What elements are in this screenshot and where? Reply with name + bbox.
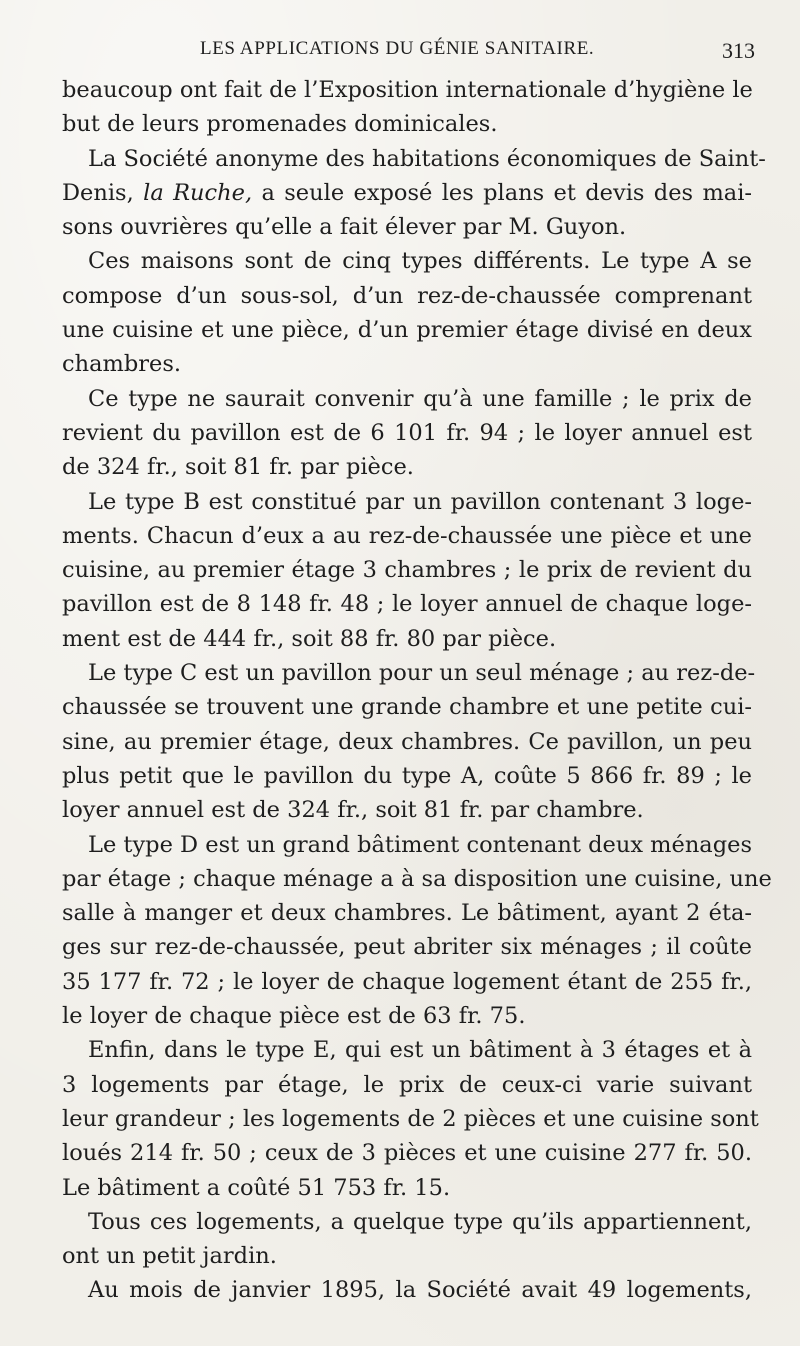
page-number: 313 bbox=[722, 38, 755, 63]
page-header bbox=[200, 38, 755, 68]
running-title: LES APPLICATIONS DU GÉNIE SANITAIRE. bbox=[200, 38, 595, 59]
text-line: Au mois de janvier 1895, la Société avait 49 logements, bbox=[88, 1277, 752, 1304]
text-line: beaucoup ont fait de l’Exposition internationale d’hygiène le bbox=[62, 77, 753, 103]
text-line: loyer annuel est de 324 fr., soit 81 fr. par chambre. bbox=[62, 797, 644, 824]
text-line: but de leurs promenades dominicales. bbox=[62, 111, 498, 138]
text-line: 35 177 fr. 72 ; le loyer de chaque logement étant de 255 fr., bbox=[62, 968, 752, 995]
text-line: Le type C est un pavillon pour un seul ménage ; au rez-de- bbox=[88, 660, 756, 687]
text-segment: Denis, bbox=[62, 179, 144, 206]
text-line: ont un petit jardin. bbox=[62, 1243, 277, 1270]
italic-name: la Ruche, bbox=[143, 179, 253, 206]
text-line: compose d’un sous-sol, d’un rez-de-chaussée comprenant bbox=[62, 282, 752, 309]
text-line: ment est de 444 fr., soit 88 fr. 80 par pièce. bbox=[62, 625, 557, 652]
text-line: chambres. bbox=[62, 351, 182, 378]
text-line: La Société anonyme des habitations économiques de Saint- bbox=[88, 145, 766, 172]
text-line: ges sur rez-de-chaussée, peut abriter six ménages ; il coûte bbox=[62, 934, 752, 961]
text-line: leur grandeur ; les logements de 2 pièces et une cuisine sont bbox=[62, 1105, 759, 1132]
text-line: une cuisine et une pièce, d’un premier étage divisé en deux bbox=[62, 317, 752, 344]
text-line: Ce type ne saurait convenir qu’à une famille ; le prix de bbox=[88, 385, 752, 412]
text-line: par étage ; chaque ménage a à sa disposition une cuisine, une bbox=[62, 865, 772, 892]
text-line: pavillon est de 8 148 fr. 48 ; le loyer annuel de chaque loge- bbox=[62, 591, 752, 618]
text-line: plus petit que le pavillon du type A, coûte 5 866 fr. 89 ; le bbox=[62, 762, 752, 789]
text-line: Ces maisons sont de cinq types différents. Le type A se bbox=[88, 248, 752, 275]
text-line: sine, au premier étage, deux chambres. Ce pavillon, un peu bbox=[62, 728, 752, 755]
text-line: ments. Chacun d’eux a au rez-de-chaussée une pièce et une bbox=[62, 522, 752, 549]
text-line: le loyer de chaque pièce est de 63 fr. 75. bbox=[62, 1003, 526, 1030]
text-segment: a seule exposé les plans et devis des mai- bbox=[252, 179, 752, 206]
text-line: Le type B est constitué par un pavillon contenant 3 loge- bbox=[88, 488, 752, 515]
text-line: Tous ces logements, a quelque type qu’ils appartiennent, bbox=[88, 1208, 752, 1235]
text-line: salle à manger et deux chambres. Le bâtiment, ayant 2 éta- bbox=[62, 900, 752, 927]
body-text bbox=[62, 73, 772, 1308]
text-line: cuisine, au premier étage 3 chambres ; le prix de revient du bbox=[62, 557, 752, 584]
text-line: chaussée se trouvent une grande chambre et une petite cui- bbox=[62, 694, 752, 721]
text-line: Enfin, dans le type E, qui est un bâtiment à 3 étages et à bbox=[88, 1037, 752, 1064]
text-line: Le type D est un grand bâtiment contenant deux ménages bbox=[88, 831, 752, 858]
text-line: de 324 fr., soit 81 fr. par pièce. bbox=[62, 454, 414, 481]
text-line: sons ouvrières qu’elle a fait élever par M. Guyon. bbox=[62, 214, 627, 241]
text-line: 3 logements par étage, le prix de ceux-ci varie suivant bbox=[62, 1071, 752, 1098]
text-line bbox=[62, 176, 752, 210]
text-line: loués 214 fr. 50 ; ceux de 3 pièces et une cuisine 277 fr. 50. bbox=[62, 1140, 752, 1167]
text-line: Le bâtiment a coûté 51 753 fr. 15. bbox=[62, 1174, 451, 1201]
text-line: revient du pavillon est de 6 101 fr. 94 ; le loyer annuel est bbox=[62, 419, 752, 446]
